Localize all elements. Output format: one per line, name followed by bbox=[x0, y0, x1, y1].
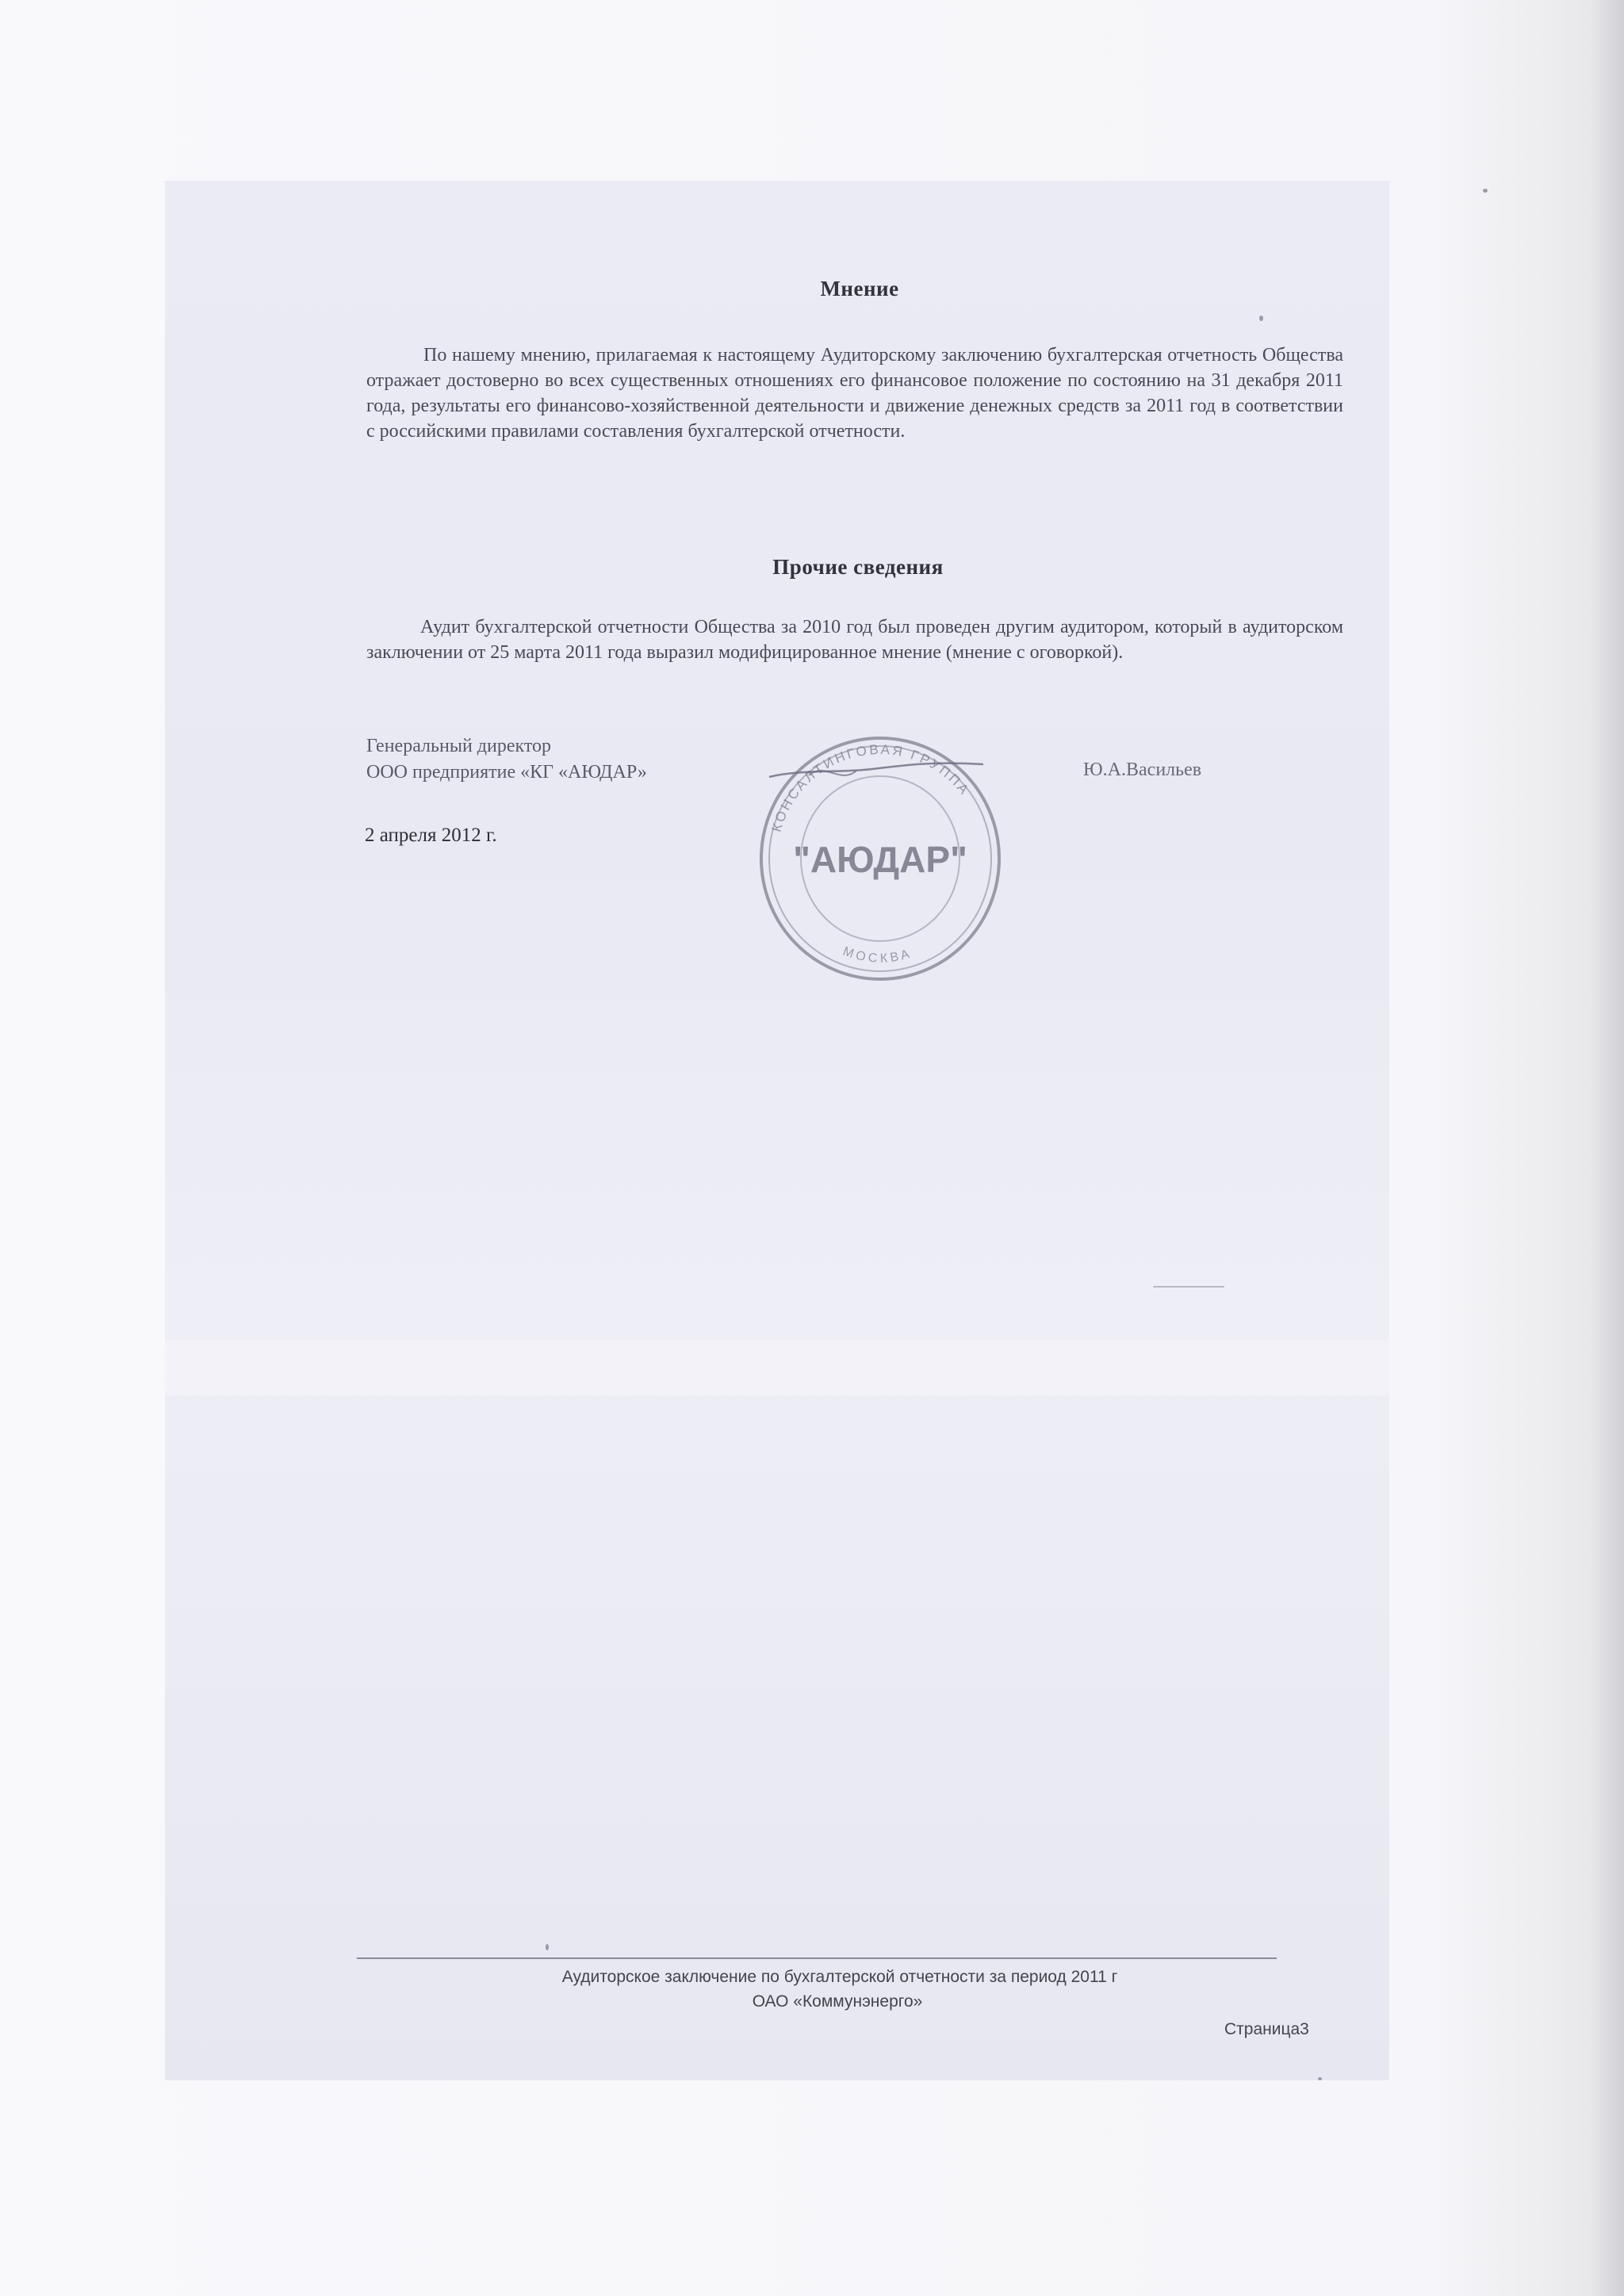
scan-speck bbox=[1318, 2077, 1322, 2080]
opinion-heading: Мнение bbox=[820, 277, 899, 300]
scan-speck bbox=[1483, 189, 1488, 193]
print-area bbox=[165, 181, 1389, 2080]
opinion-paragraph: По нашему мнению, прилагаемая к настоящему Аудиторскому заключению бухгалтерская отчетность Общества отражает достоверно во всех существенных отношениях его финансовое положение по состоянию на 31 декабря 2011 года, результаты его финансово-хозяйственной деятельности и движение денежных средств за 2011 год в соответствии с российскими правилами составления бухгалтерской отчетности. bbox=[366, 345, 1343, 442]
signature-date: 2 апреля 2012 г. bbox=[365, 825, 497, 846]
signatory-block bbox=[366, 733, 647, 786]
scan-speck bbox=[1153, 1286, 1224, 1288]
print-band-gap bbox=[165, 1340, 1389, 1395]
footer-divider bbox=[357, 1957, 1277, 1959]
handwritten-signature bbox=[753, 745, 1015, 793]
signatory-company: ООО предприятие «КГ «АЮДАР» bbox=[366, 762, 647, 783]
signatory-position: Генеральный директор bbox=[366, 736, 552, 756]
other-info-paragraph: Аудит бухгалтерской отчетности Общества за 2010 год был проведен другим аудитором, который в аудиторском заключении от 25 марта 2011 года выразил модифицированное мнение (мнение с оговоркой). bbox=[366, 617, 1343, 663]
seal-center-text: "АЮДАР" bbox=[793, 839, 967, 880]
seal-ring-text: КОНСАЛТИНГОВАЯ ГРУППА bbox=[768, 741, 973, 834]
signatory-name: Ю.А.Васильев bbox=[1083, 760, 1202, 780]
page-edge-shadow bbox=[1592, 0, 1624, 2296]
scan-speck bbox=[546, 1944, 549, 1950]
footer-report-title: Аудиторское заключение по бухгалтерской отчетности за период 2011 г bbox=[561, 1968, 1118, 1986]
seal-city-text: МОСКВА bbox=[841, 944, 914, 966]
footer-page-number: Страница3 bbox=[1224, 2020, 1309, 2038]
footer-company: ОАО «Коммунэнерго» bbox=[752, 1992, 923, 2011]
scan-speck bbox=[1259, 316, 1263, 321]
other-info-heading: Прочие сведения bbox=[772, 555, 944, 579]
